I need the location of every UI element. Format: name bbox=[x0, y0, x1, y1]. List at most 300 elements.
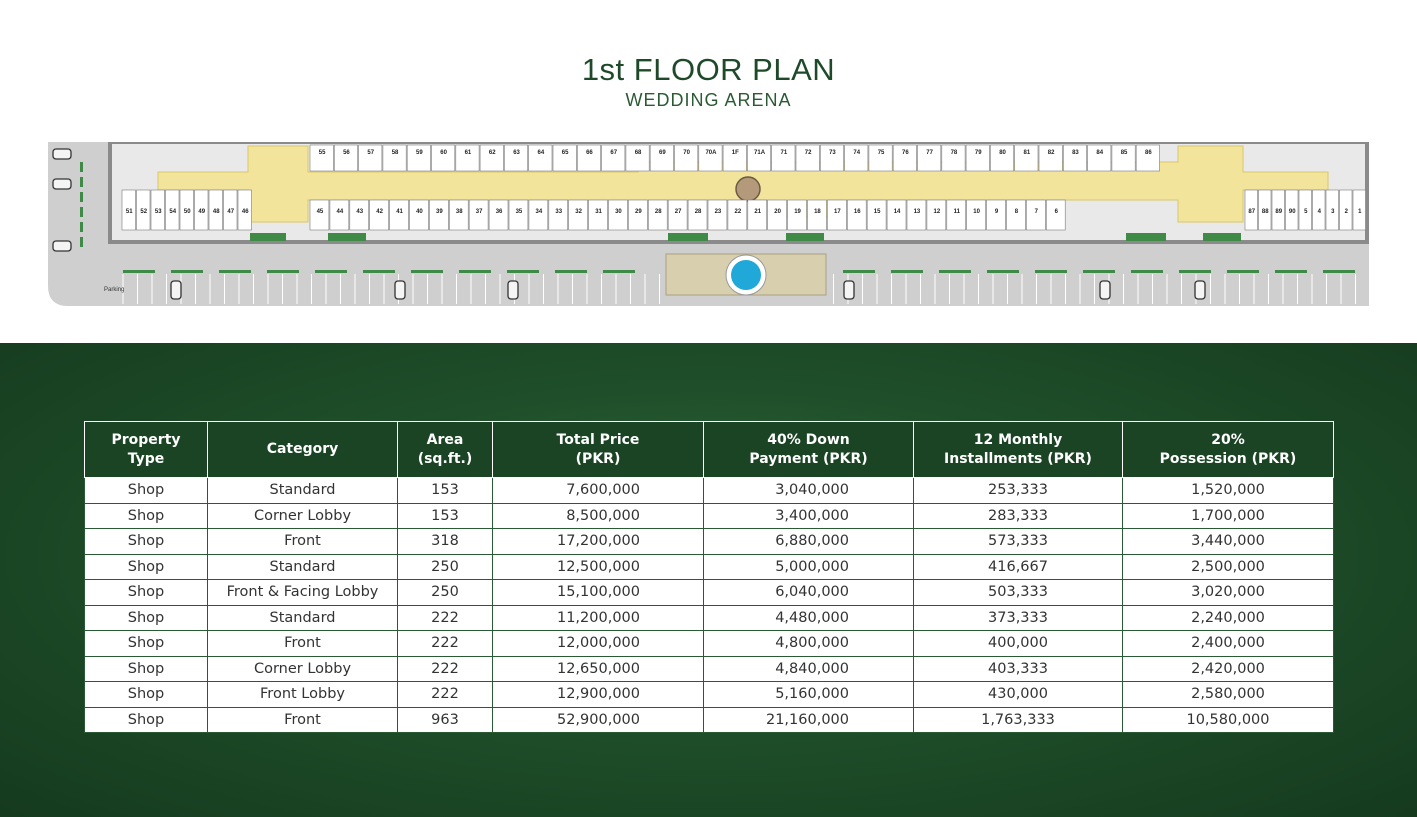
table-cell: 11,200,000 bbox=[493, 605, 704, 631]
table-cell: 400,000 bbox=[914, 631, 1123, 657]
shop-number: 20 bbox=[774, 209, 781, 215]
shop-unit bbox=[529, 145, 552, 171]
shop-number: 86 bbox=[1145, 150, 1152, 156]
table-cell: 5,000,000 bbox=[704, 554, 914, 580]
shop-number: 69 bbox=[659, 150, 666, 156]
page-subtitle: WEDDING ARENA bbox=[625, 90, 792, 110]
shop-unit bbox=[504, 145, 527, 171]
table-row bbox=[85, 503, 1334, 529]
table-cell: 4,480,000 bbox=[704, 605, 914, 631]
shop-unit bbox=[708, 200, 727, 230]
table-cell: 153 bbox=[398, 478, 493, 504]
shop-number: 84 bbox=[1096, 150, 1104, 156]
shop-number: 83 bbox=[1072, 150, 1079, 156]
shop-number: 54 bbox=[169, 209, 177, 215]
page-title: 1st FLOOR PLAN bbox=[581, 52, 836, 87]
column-header: 12 Monthly Installments (PKR) bbox=[914, 422, 1123, 478]
shop-number: 35 bbox=[515, 209, 523, 215]
shop-number: 5 bbox=[1304, 209, 1308, 215]
floor-plan-section bbox=[0, 0, 1417, 343]
column-header: Total Price (PKR) bbox=[493, 422, 704, 478]
table-cell: 153 bbox=[398, 503, 493, 529]
shop-unit bbox=[410, 200, 429, 230]
shop-unit bbox=[845, 145, 868, 171]
shop-unit bbox=[609, 200, 628, 230]
table-row bbox=[85, 682, 1334, 708]
table-cell: Shop bbox=[85, 656, 208, 682]
shop-unit bbox=[390, 200, 409, 230]
table-cell: 573,333 bbox=[914, 529, 1123, 555]
shop-unit bbox=[602, 145, 625, 171]
shop-number: 19 bbox=[794, 209, 801, 215]
shop-number: 16 bbox=[853, 209, 861, 215]
shop-number: 55 bbox=[318, 150, 326, 156]
shop-number: 90 bbox=[1288, 209, 1296, 215]
shop-unit bbox=[529, 200, 548, 230]
shop-number: 14 bbox=[893, 209, 901, 215]
shop-number: 68 bbox=[634, 150, 642, 156]
shop-unit bbox=[1039, 145, 1062, 171]
shop-unit bbox=[489, 200, 508, 230]
shop-unit bbox=[668, 200, 687, 230]
table-cell: 12,500,000 bbox=[493, 554, 704, 580]
hedge-strip bbox=[123, 270, 155, 273]
car-icon bbox=[171, 281, 181, 299]
shop-unit bbox=[334, 145, 357, 171]
table-header-row bbox=[85, 422, 1334, 478]
shop-number: 2 bbox=[1344, 209, 1348, 215]
fountain-icon bbox=[731, 260, 761, 290]
table-body bbox=[85, 478, 1334, 733]
shop-unit bbox=[796, 145, 819, 171]
shop-unit bbox=[648, 200, 667, 230]
shop-unit bbox=[1015, 145, 1038, 171]
shop-number: 75 bbox=[877, 150, 885, 156]
car-icon bbox=[508, 281, 518, 299]
shop-unit bbox=[827, 200, 846, 230]
shop-unit bbox=[407, 145, 430, 171]
hedge-strip bbox=[891, 270, 923, 273]
table-cell: 253,333 bbox=[914, 478, 1123, 504]
shop-number: 15 bbox=[873, 209, 881, 215]
shop-unit bbox=[768, 200, 787, 230]
shop-number: 31 bbox=[595, 209, 602, 215]
hedge-strip bbox=[507, 270, 539, 273]
shop-number: 43 bbox=[356, 209, 364, 215]
hedge-strip bbox=[1227, 270, 1259, 273]
shop-unit bbox=[675, 145, 698, 171]
hedge-strip bbox=[1131, 270, 1163, 273]
hedge-strip bbox=[80, 222, 83, 232]
table-cell: 4,800,000 bbox=[704, 631, 914, 657]
shop-number: 82 bbox=[1047, 150, 1055, 156]
shop-unit bbox=[887, 200, 906, 230]
shop-number: 65 bbox=[561, 150, 569, 156]
hedge-strip bbox=[1035, 270, 1067, 273]
floor-plan-drawing bbox=[48, 142, 1369, 306]
hedge-strip bbox=[80, 162, 83, 172]
shop-number: 32 bbox=[575, 209, 582, 215]
shop-unit bbox=[1007, 200, 1026, 230]
table-cell: 3,400,000 bbox=[704, 503, 914, 529]
hedge-strip bbox=[80, 177, 83, 187]
shop-number: 70A bbox=[705, 150, 717, 156]
shop-unit bbox=[359, 145, 382, 171]
shop-number: 80 bbox=[999, 150, 1006, 156]
table-cell: 2,240,000 bbox=[1123, 605, 1334, 631]
table-cell: 222 bbox=[398, 631, 493, 657]
table-cell: 2,420,000 bbox=[1123, 656, 1334, 682]
table-row bbox=[85, 656, 1334, 682]
shop-number: 4 bbox=[1317, 209, 1321, 215]
table-cell: Shop bbox=[85, 682, 208, 708]
hedge-strip bbox=[80, 192, 83, 202]
table-cell: 1,520,000 bbox=[1123, 478, 1334, 504]
shop-unit bbox=[589, 200, 608, 230]
shop-unit bbox=[947, 200, 966, 230]
shop-number: 17 bbox=[834, 209, 841, 215]
table-cell: Corner Lobby bbox=[208, 503, 398, 529]
shop-unit bbox=[383, 145, 406, 171]
shop-unit bbox=[549, 200, 568, 230]
shop-number: 38 bbox=[455, 209, 463, 215]
table-cell: 403,333 bbox=[914, 656, 1123, 682]
table-cell: 222 bbox=[398, 682, 493, 708]
shop-unit bbox=[867, 200, 886, 230]
shop-unit bbox=[990, 145, 1013, 171]
table-cell: 15,100,000 bbox=[493, 580, 704, 606]
shop-number: 22 bbox=[734, 209, 742, 215]
shop-number: 18 bbox=[814, 209, 821, 215]
shop-number: 49 bbox=[198, 209, 206, 215]
table-cell: 5,160,000 bbox=[704, 682, 914, 708]
shop-unit bbox=[728, 200, 747, 230]
shop-number: 62 bbox=[488, 150, 496, 156]
shop-number: 11 bbox=[953, 209, 960, 215]
shop-number: 10 bbox=[973, 209, 980, 215]
table-cell: 2,500,000 bbox=[1123, 554, 1334, 580]
shop-number: 50 bbox=[183, 209, 191, 215]
car-icon bbox=[53, 149, 71, 159]
shop-unit bbox=[1112, 145, 1135, 171]
shop-unit bbox=[820, 145, 843, 171]
table-cell: Shop bbox=[85, 707, 208, 733]
table-cell: 2,400,000 bbox=[1123, 631, 1334, 657]
shop-unit bbox=[310, 145, 333, 171]
shop-unit bbox=[699, 145, 722, 171]
table-cell: 3,020,000 bbox=[1123, 580, 1334, 606]
shop-number: 42 bbox=[376, 209, 383, 215]
left-shop-block bbox=[122, 190, 252, 230]
shop-unit bbox=[330, 200, 349, 230]
table-cell: 6,040,000 bbox=[704, 580, 914, 606]
shop-number: 87 bbox=[1248, 209, 1256, 215]
shop-unit bbox=[966, 145, 989, 171]
table-row bbox=[85, 707, 1334, 733]
shop-number: 28 bbox=[694, 209, 702, 215]
shop-unit bbox=[1063, 145, 1086, 171]
hedge-strip bbox=[1179, 270, 1211, 273]
shop-number: 9 bbox=[994, 209, 999, 215]
table-cell: Standard bbox=[208, 554, 398, 580]
table-cell: Corner Lobby bbox=[208, 656, 398, 682]
shop-unit bbox=[370, 200, 389, 230]
shop-unit bbox=[808, 200, 827, 230]
shop-number: 66 bbox=[586, 150, 593, 156]
top-shop-row bbox=[310, 145, 1160, 171]
shop-unit bbox=[350, 200, 369, 230]
shop-unit bbox=[626, 145, 649, 171]
table-cell: 503,333 bbox=[914, 580, 1123, 606]
atrium-feature bbox=[736, 177, 760, 201]
table-cell: Front bbox=[208, 631, 398, 657]
table-cell: 7,600,000 bbox=[493, 478, 704, 504]
shop-number: 1 bbox=[1358, 209, 1362, 215]
shop-unit bbox=[456, 145, 479, 171]
pricing-table bbox=[84, 421, 1334, 733]
shop-number: 88 bbox=[1261, 209, 1269, 215]
shop-unit bbox=[628, 200, 647, 230]
table-cell: 10,580,000 bbox=[1123, 707, 1334, 733]
shop-number: 73 bbox=[829, 150, 836, 156]
hedge-strip bbox=[843, 270, 875, 273]
hedge bbox=[328, 233, 366, 241]
table-cell: Shop bbox=[85, 605, 208, 631]
shop-unit bbox=[927, 200, 946, 230]
shop-number: 77 bbox=[926, 150, 933, 156]
shop-number: 1F bbox=[731, 150, 739, 156]
shop-number: 74 bbox=[853, 150, 861, 156]
table-cell: 430,000 bbox=[914, 682, 1123, 708]
table-cell: Shop bbox=[85, 631, 208, 657]
table-cell: 4,840,000 bbox=[704, 656, 914, 682]
shop-number: 30 bbox=[615, 209, 622, 215]
shop-unit bbox=[918, 145, 941, 171]
shop-number: 70 bbox=[683, 150, 690, 156]
hedge-strip bbox=[80, 207, 83, 217]
shop-number: 29 bbox=[635, 209, 642, 215]
table-cell: Standard bbox=[208, 478, 398, 504]
shop-number: 60 bbox=[440, 150, 447, 156]
shop-number: 3 bbox=[1331, 209, 1335, 215]
right-shop-block bbox=[1245, 190, 1366, 230]
shop-unit bbox=[480, 145, 503, 171]
shop-number: 61 bbox=[464, 150, 472, 156]
hedge-strip bbox=[987, 270, 1019, 273]
table-cell: Front bbox=[208, 707, 398, 733]
shop-number: 52 bbox=[140, 209, 148, 215]
shop-number: 71A bbox=[754, 150, 766, 156]
shop-number: 56 bbox=[343, 150, 350, 156]
table-cell: 250 bbox=[398, 580, 493, 606]
car-icon bbox=[53, 179, 71, 189]
shop-number: 72 bbox=[804, 150, 812, 156]
column-header: Area (sq.ft.) bbox=[398, 422, 493, 478]
table-cell: 250 bbox=[398, 554, 493, 580]
shop-number: 21 bbox=[754, 209, 762, 215]
table-row bbox=[85, 605, 1334, 631]
table-cell: 12,650,000 bbox=[493, 656, 704, 682]
shop-unit bbox=[772, 145, 795, 171]
table-cell: Shop bbox=[85, 503, 208, 529]
table-row bbox=[85, 478, 1334, 504]
shop-unit bbox=[942, 145, 965, 171]
table-cell: 3,440,000 bbox=[1123, 529, 1334, 555]
shop-number: 33 bbox=[555, 209, 563, 215]
table-cell: Front bbox=[208, 529, 398, 555]
shop-unit bbox=[1136, 145, 1159, 171]
shop-unit bbox=[987, 200, 1006, 230]
shop-number: 28 bbox=[654, 209, 662, 215]
hedge bbox=[1126, 233, 1166, 241]
shop-number: 67 bbox=[610, 150, 618, 156]
hedge-strip bbox=[363, 270, 395, 273]
shop-number: 57 bbox=[367, 150, 375, 156]
shop-number: 85 bbox=[1120, 150, 1128, 156]
table-cell: 1,700,000 bbox=[1123, 503, 1334, 529]
table-row bbox=[85, 529, 1334, 555]
table-row bbox=[85, 580, 1334, 606]
shop-unit bbox=[429, 200, 448, 230]
hedge-strip bbox=[459, 270, 491, 273]
shop-number: 63 bbox=[513, 150, 520, 156]
table-cell: 52,900,000 bbox=[493, 707, 704, 733]
shop-number: 78 bbox=[950, 150, 958, 156]
shop-number: 34 bbox=[535, 209, 543, 215]
column-header: 20% Possession (PKR) bbox=[1123, 422, 1334, 478]
hedge-strip bbox=[939, 270, 971, 273]
car-icon bbox=[844, 281, 854, 299]
table-cell: 963 bbox=[398, 707, 493, 733]
shop-unit bbox=[967, 200, 986, 230]
table-cell: 12,900,000 bbox=[493, 682, 704, 708]
shop-unit bbox=[509, 200, 528, 230]
column-header: Category bbox=[208, 422, 398, 478]
table-cell: 416,667 bbox=[914, 554, 1123, 580]
table-cell: 283,333 bbox=[914, 503, 1123, 529]
shop-unit bbox=[748, 200, 767, 230]
shop-number: 89 bbox=[1275, 209, 1283, 215]
shop-unit bbox=[577, 145, 600, 171]
table-cell: 2,580,000 bbox=[1123, 682, 1334, 708]
hedge-strip bbox=[603, 270, 635, 273]
shop-number: 46 bbox=[241, 209, 249, 215]
shop-unit bbox=[1046, 200, 1065, 230]
shop-number: 7 bbox=[1034, 209, 1039, 215]
shop-number: 58 bbox=[391, 150, 399, 156]
table-cell: Shop bbox=[85, 580, 208, 606]
shop-unit bbox=[847, 200, 866, 230]
table-cell: 1,763,333 bbox=[914, 707, 1123, 733]
table-cell: Standard bbox=[208, 605, 398, 631]
shop-unit bbox=[907, 200, 926, 230]
shop-unit bbox=[869, 145, 892, 171]
shop-number: 51 bbox=[125, 209, 133, 215]
hedge-strip bbox=[411, 270, 443, 273]
parking-label: Parking bbox=[104, 287, 125, 293]
shop-number: 23 bbox=[714, 209, 722, 215]
shop-number: 8 bbox=[1014, 209, 1019, 215]
shop-number: 37 bbox=[475, 209, 483, 215]
shop-number: 71 bbox=[780, 150, 788, 156]
shop-unit bbox=[469, 200, 488, 230]
hedge bbox=[1203, 233, 1241, 241]
shop-number: 79 bbox=[974, 150, 982, 156]
table-row bbox=[85, 631, 1334, 657]
shop-unit bbox=[553, 145, 576, 171]
table-cell: Front Lobby bbox=[208, 682, 398, 708]
shop-number: 6 bbox=[1054, 209, 1058, 215]
hedge bbox=[786, 233, 824, 241]
shop-unit bbox=[650, 145, 673, 171]
shop-unit bbox=[310, 200, 329, 230]
table-cell: 12,000,000 bbox=[493, 631, 704, 657]
table-cell: Shop bbox=[85, 554, 208, 580]
shop-number: 48 bbox=[212, 209, 220, 215]
car-icon bbox=[395, 281, 405, 299]
table-cell: 373,333 bbox=[914, 605, 1123, 631]
table-cell: 318 bbox=[398, 529, 493, 555]
hedge-strip bbox=[1323, 270, 1355, 273]
table-cell: 8,500,000 bbox=[493, 503, 704, 529]
shop-number: 53 bbox=[154, 209, 162, 215]
car-icon bbox=[1100, 281, 1110, 299]
shop-number: 76 bbox=[902, 150, 909, 156]
shop-unit bbox=[688, 200, 707, 230]
shop-unit bbox=[747, 145, 770, 171]
shop-number: 12 bbox=[933, 209, 941, 215]
hedge-strip bbox=[80, 237, 83, 247]
shop-number: 27 bbox=[674, 209, 682, 215]
table-cell: Shop bbox=[85, 478, 208, 504]
hedge-strip bbox=[315, 270, 347, 273]
column-header: Property Type bbox=[85, 422, 208, 478]
shop-number: 64 bbox=[537, 150, 545, 156]
shop-number: 39 bbox=[436, 209, 443, 215]
shop-unit bbox=[569, 200, 588, 230]
table-cell: 21,160,000 bbox=[704, 707, 914, 733]
shop-unit bbox=[1026, 200, 1045, 230]
shop-number: 13 bbox=[913, 209, 921, 215]
shop-number: 40 bbox=[416, 209, 423, 215]
shop-unit bbox=[788, 200, 807, 230]
shop-number: 41 bbox=[396, 209, 403, 215]
shop-unit bbox=[449, 200, 468, 230]
hedge bbox=[250, 233, 286, 241]
shop-number: 44 bbox=[336, 209, 344, 215]
shop-number: 45 bbox=[316, 209, 324, 215]
hedge-strip bbox=[555, 270, 587, 273]
table-cell: Shop bbox=[85, 529, 208, 555]
shop-number: 59 bbox=[416, 150, 423, 156]
car-icon bbox=[53, 241, 71, 251]
hedge-strip bbox=[267, 270, 299, 273]
table-cell: 17,200,000 bbox=[493, 529, 704, 555]
table-row bbox=[85, 554, 1334, 580]
hedge-strip bbox=[219, 270, 251, 273]
shop-number: 81 bbox=[1023, 150, 1031, 156]
shop-unit bbox=[723, 145, 746, 171]
hedge-strip bbox=[1275, 270, 1307, 273]
table-cell: 222 bbox=[398, 656, 493, 682]
table-cell: 3,040,000 bbox=[704, 478, 914, 504]
hedge-strip bbox=[1083, 270, 1115, 273]
shop-unit bbox=[893, 145, 916, 171]
table-cell: Front & Facing Lobby bbox=[208, 580, 398, 606]
table-cell: 222 bbox=[398, 605, 493, 631]
car-icon bbox=[1195, 281, 1205, 299]
shop-unit bbox=[432, 145, 455, 171]
